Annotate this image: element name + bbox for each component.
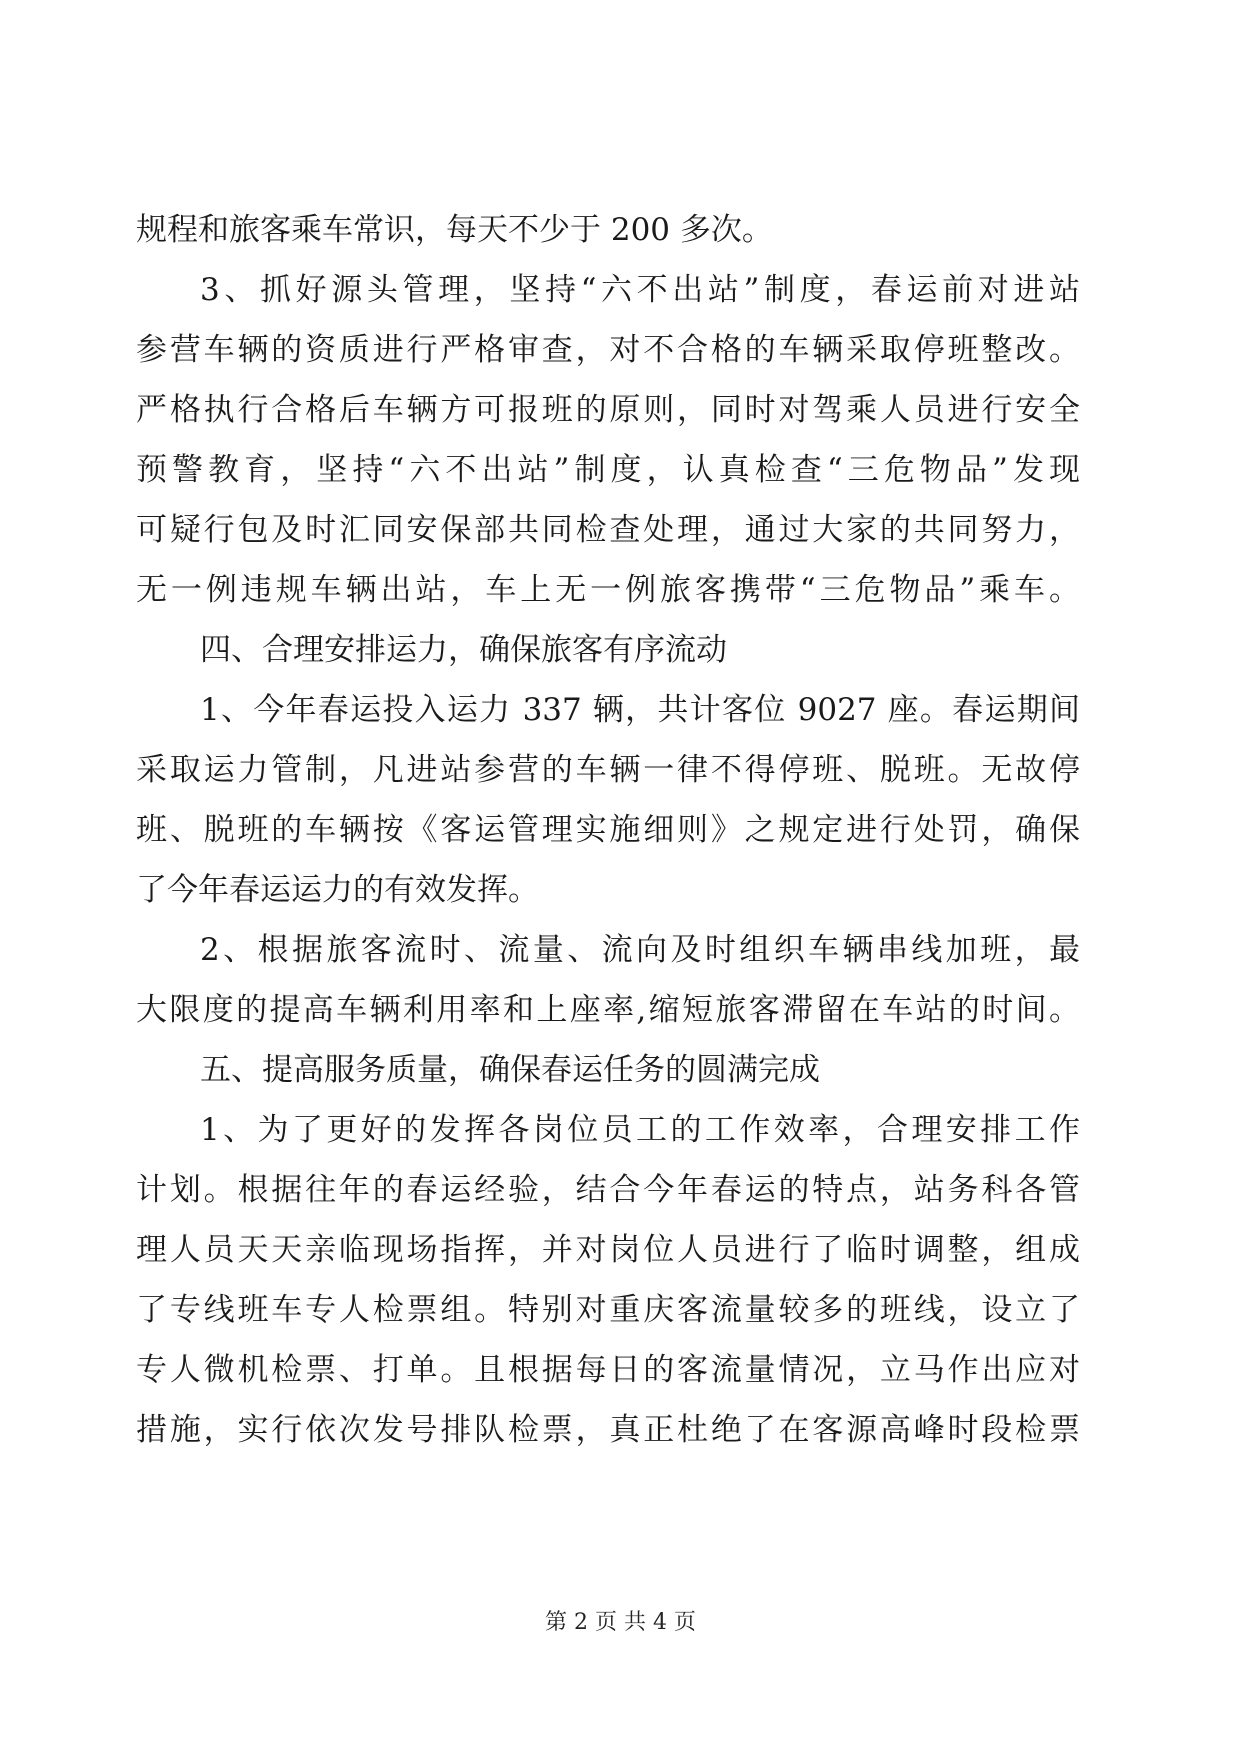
paragraph-line: 规程和旅客乘车常识，每天不少于 200 多次。 — [136, 212, 773, 248]
paragraph-line: 计划。根据往年的春运经验，结合今年春运的特点，站务科各管 — [136, 1172, 1080, 1208]
paragraph-line: 大限度的提高车辆利用率和上座率,缩短旅客滞留在车站的时间。 — [136, 992, 1080, 1028]
paragraph-line: 采取运力管制，凡进站参营的车辆一律不得停班、脱班。无故停 — [136, 752, 1080, 788]
paragraph-line: 班、脱班的车辆按《客运管理实施细则》之规定进行处罚，确保 — [136, 812, 1080, 848]
paragraph-line: 严格执行合格后车辆方可报班的原则，同时对驾乘人员进行安全 — [136, 392, 1080, 428]
paragraph-line: 参营车辆的资质进行严格审查，对不合格的车辆采取停班整改。 — [136, 332, 1080, 368]
paragraph-line: 措施，实行依次发号排队检票，真正杜绝了在客源高峰时段检票 — [136, 1412, 1080, 1448]
paragraph-line: 1、今年春运投入运力 337 辆，共计客位 9027 座。春运期间 — [200, 692, 1080, 728]
paragraph-line: 了今年春运运力的有效发挥。 — [136, 872, 539, 908]
paragraph-line: 预警教育，坚持“六不出站”制度，认真检查“三危物品”发现 — [136, 452, 1080, 488]
paragraph-line: 可疑行包及时汇同安保部共同检查处理，通过大家的共同努力， — [136, 512, 1080, 548]
paragraph-line: 2、根据旅客流时、流量、流向及时组织车辆串线加班，最 — [200, 932, 1080, 968]
paragraph-line: 理人员天天亲临现场指挥，并对岗位人员进行了临时调整，组成 — [136, 1232, 1080, 1268]
paragraph-line: 了专线班车专人检票组。特别对重庆客流量较多的班线，设立了 — [136, 1292, 1080, 1328]
section-heading: 四、合理安排运力，确保旅客有序流动 — [200, 632, 727, 668]
paragraph-line: 1、为了更好的发挥各岗位员工的工作效率，合理安排工作 — [200, 1112, 1080, 1148]
paragraph-line: 3、抓好源头管理，坚持“六不出站”制度，春运前对进站 — [200, 272, 1080, 308]
document-body — [136, 200, 1080, 1460]
page-number-footer: 第 2 页 共 4 页 — [545, 1610, 696, 1635]
paragraph-line: 专人微机检票、打单。且根据每日的客流量情况，立马作出应对 — [136, 1352, 1080, 1388]
paragraph-line: 无一例违规车辆出站，车上无一例旅客携带“三危物品”乘车。 — [136, 572, 1080, 608]
section-heading: 五、提高服务质量，确保春运任务的圆满完成 — [200, 1052, 820, 1088]
